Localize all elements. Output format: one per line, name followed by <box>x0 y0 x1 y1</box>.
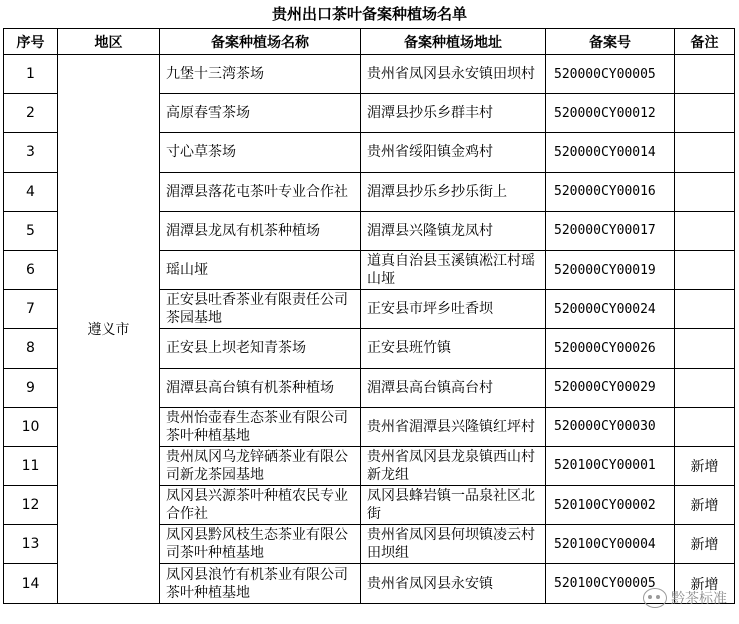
registration-code: 520000CY00014 <box>546 133 675 172</box>
registration-code: 520000CY00017 <box>546 211 675 250</box>
registration-code: 520000CY00024 <box>546 290 675 329</box>
note-cell <box>675 290 735 329</box>
registration-code: 520100CY00001 <box>546 446 675 485</box>
plantation-name: 正安县吐香茶业有限责任公司茶园基地 <box>160 290 361 329</box>
watermark <box>643 588 727 608</box>
header-name: 备案种植场名称 <box>160 29 361 55</box>
note-cell <box>675 250 735 289</box>
note-cell <box>675 368 735 407</box>
header-row <box>4 29 735 55</box>
note-cell: 新增 <box>675 446 735 485</box>
note-cell <box>675 94 735 133</box>
plantation-name: 湄潭县高台镇有机茶种植场 <box>160 368 361 407</box>
row-number: 6 <box>4 250 58 289</box>
registration-code: 520000CY00019 <box>546 250 675 289</box>
note-cell <box>675 133 735 172</box>
row-number: 9 <box>4 368 58 407</box>
registration-code: 520100CY00004 <box>546 525 675 564</box>
plantation-address: 湄潭县抄乐乡群丰村 <box>361 94 546 133</box>
plantation-name: 九堡十三湾茶场 <box>160 55 361 94</box>
plantation-name: 湄潭县龙凤有机茶种植场 <box>160 211 361 250</box>
row-number: 10 <box>4 407 58 446</box>
row-number: 1 <box>4 55 58 94</box>
row-number: 2 <box>4 94 58 133</box>
plantation-name: 湄潭县落花屯茶叶专业合作社 <box>160 172 361 211</box>
registration-code: 520000CY00029 <box>546 368 675 407</box>
plantation-address: 正安县市坪乡吐香坝 <box>361 290 546 329</box>
plantation-name: 正安县上坝老知青茶场 <box>160 329 361 368</box>
row-number: 14 <box>4 564 58 603</box>
row-number: 12 <box>4 486 58 525</box>
header-address: 备案种植场地址 <box>361 29 546 55</box>
plantation-address: 贵州省绥阳镇金鸡村 <box>361 133 546 172</box>
plantation-address: 贵州省凤冈县永安镇田坝村 <box>361 55 546 94</box>
registration-code: 520000CY00030 <box>546 407 675 446</box>
plantation-name: 寸心草茶场 <box>160 133 361 172</box>
note-cell: 新增 <box>675 525 735 564</box>
plantation-name: 贵州怡壶春生态茶业有限公司茶叶种植基地 <box>160 407 361 446</box>
note-cell <box>675 211 735 250</box>
note-cell <box>675 55 735 94</box>
registration-code: 520000CY00026 <box>546 329 675 368</box>
plantation-name: 贵州凤冈乌龙锌硒茶业有限公司新龙茶园基地 <box>160 446 361 485</box>
plantation-address: 凤冈县蜂岩镇一品泉社区北街 <box>361 486 546 525</box>
plantation-address: 贵州省凤冈县永安镇 <box>361 564 546 603</box>
row-number: 8 <box>4 329 58 368</box>
note-cell <box>675 407 735 446</box>
registration-code: 520100CY00005 <box>546 564 675 603</box>
row-number: 5 <box>4 211 58 250</box>
note-cell: 新增 <box>675 486 735 525</box>
plantation-address: 贵州省湄潭县兴隆镇红坪村 <box>361 407 546 446</box>
plantation-name: 凤冈县兴源茶叶种植农民专业合作社 <box>160 486 361 525</box>
header-no: 序号 <box>4 29 58 55</box>
note-cell <box>675 172 735 211</box>
watermark-text: 黔茶标准 <box>671 591 727 607</box>
row-number: 3 <box>4 133 58 172</box>
plantation-name: 凤冈县黔风枝生态茶业有限公司茶叶种植基地 <box>160 525 361 564</box>
plantation-name: 瑶山垭 <box>160 250 361 289</box>
row-number: 7 <box>4 290 58 329</box>
document-title: 贵州出口茶叶备案种植场名单 <box>271 5 467 23</box>
note-cell: 新增 <box>675 564 735 603</box>
plantation-address: 贵州省凤冈县何坝镇凌云村田坝组 <box>361 525 546 564</box>
registration-code: 520000CY00005 <box>546 55 675 94</box>
registration-code: 520000CY00016 <box>546 172 675 211</box>
registration-code: 520000CY00012 <box>546 94 675 133</box>
plantation-address: 湄潭县抄乐乡抄乐街上 <box>361 172 546 211</box>
header-note: 备注 <box>675 29 735 55</box>
plantation-name: 高原春雪茶场 <box>160 94 361 133</box>
plantation-address: 湄潭县高台镇高台村 <box>361 368 546 407</box>
registration-code: 520100CY00002 <box>546 486 675 525</box>
region-cell: 遵义市 <box>58 55 160 604</box>
plantation-address: 湄潭县兴隆镇龙凤村 <box>361 211 546 250</box>
row-number: 4 <box>4 172 58 211</box>
plantation-address: 正安县班竹镇 <box>361 329 546 368</box>
registry-table <box>3 28 735 604</box>
header-code: 备案号 <box>546 29 675 55</box>
plantation-address: 贵州省凤冈县龙泉镇西山村新龙组 <box>361 446 546 485</box>
table-row <box>4 55 735 94</box>
note-cell <box>675 329 735 368</box>
row-number: 11 <box>4 446 58 485</box>
plantation-address: 道真自治县玉溪镇凇江村瑶山垭 <box>361 250 546 289</box>
plantation-name: 凤冈县浪竹有机茶业有限公司茶叶种植基地 <box>160 564 361 603</box>
wechat-icon <box>643 588 667 608</box>
row-number: 13 <box>4 525 58 564</box>
header-region: 地区 <box>58 29 160 55</box>
